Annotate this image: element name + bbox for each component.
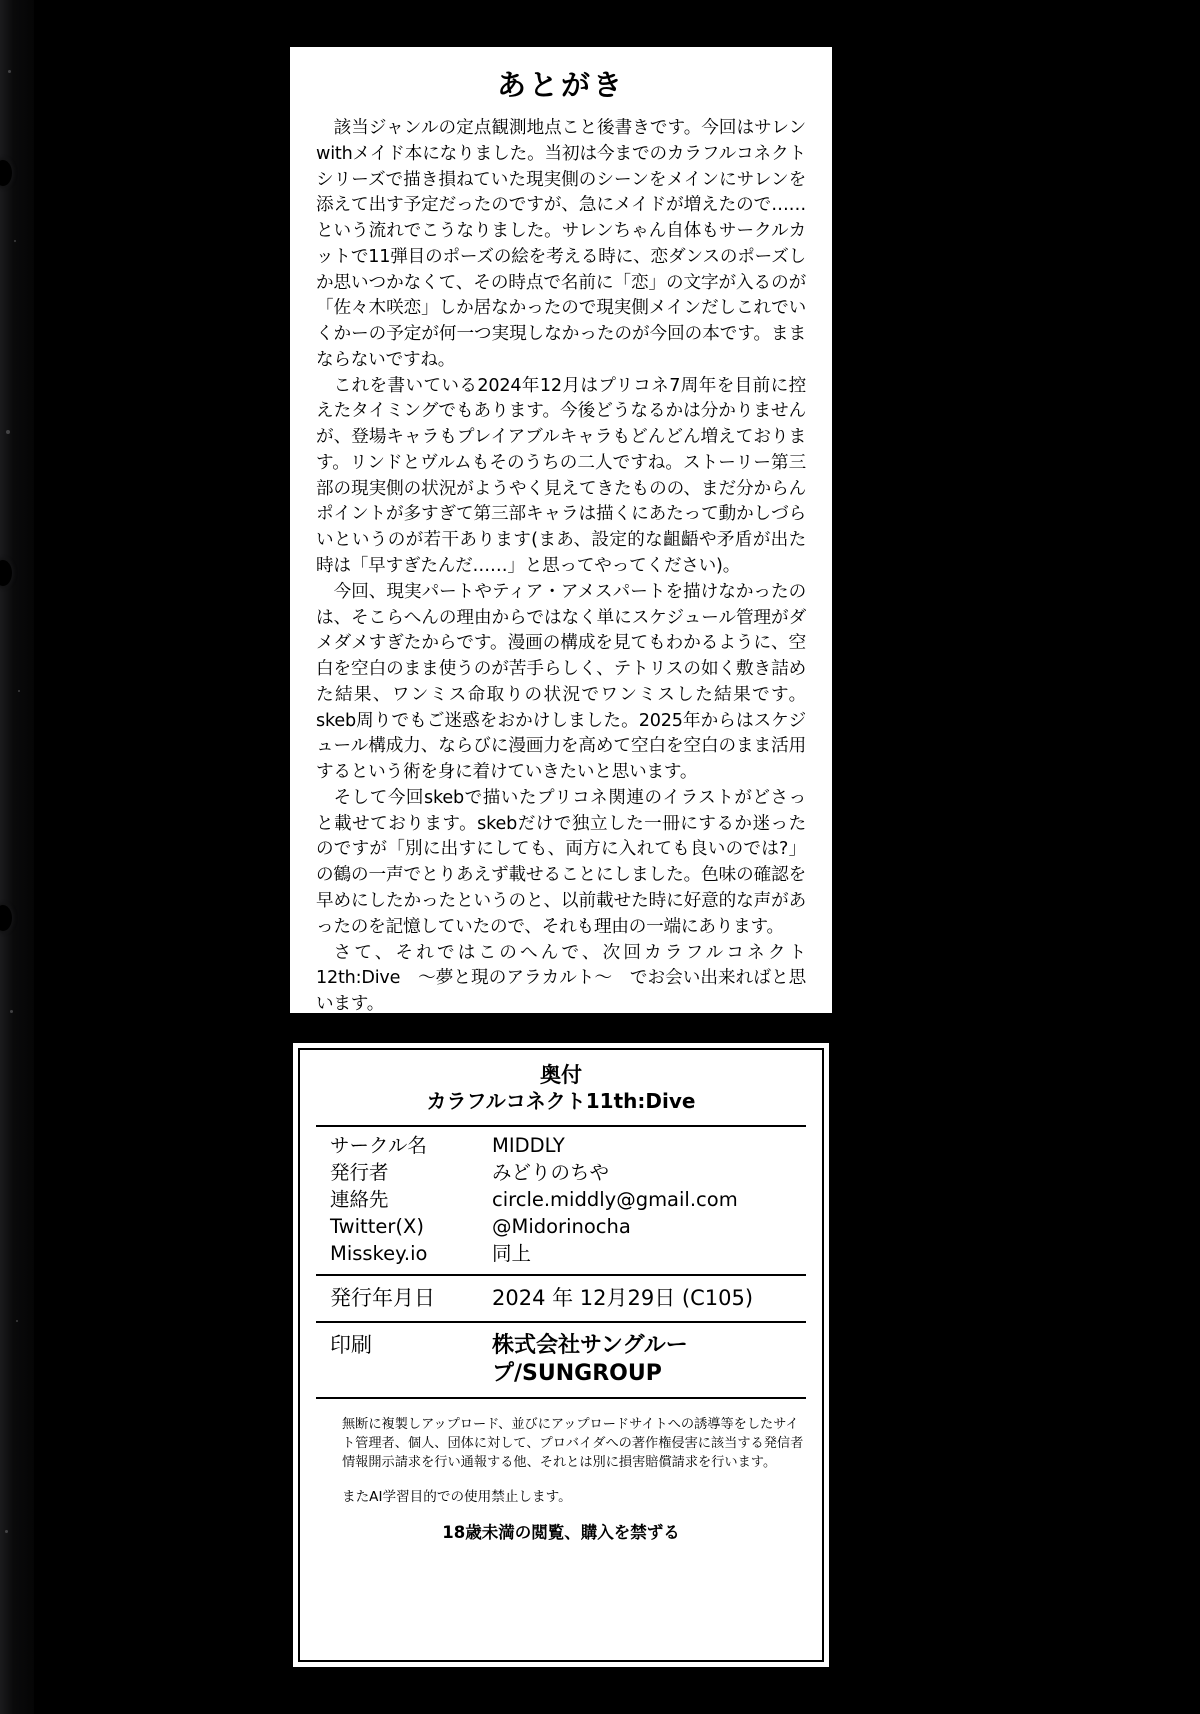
colophon-fields-table: [316, 1133, 806, 1268]
field-label: Misskey.io: [330, 1242, 428, 1266]
afterword-title: あとがき: [496, 68, 625, 102]
divider: [316, 1397, 806, 1399]
table-row: [316, 1160, 806, 1187]
afterword-paragraph: さて、それではこのへんで、次回カラフルコネクト12th:Dive 〜夢と現のアラカルト〜 でお会い出来ればと思います。: [316, 942, 806, 1015]
table-row: [316, 1187, 806, 1214]
field-value-misskey: 同上: [492, 1242, 532, 1266]
afterword-paragraph: 該当ジャンルの定点観測地点こと後書きです。今回はサレンwithメイド本になりました。当初は今までのカラフルコネクトシリーズで描き損ねていた現実側のシーンをメインにサレンを添えて出す予定だったのですが、急にメイドが増えたので……という流れでこうなりました。サレンちゃん自体もサークルカットで11弾目のポーズの絵を考える時に、恋ダンスのポーズしか思いつかなくて、その時点で名前に「恋」の文字が入るのが「佐々木咲恋」しか居なかったので現実側メインだしこれでいくかーの予定が何一つ実現しなかったのが今回の本です。ままならないですね。: [316, 118, 806, 370]
colophon-panel: [290, 1040, 832, 1670]
table-row: [316, 1133, 806, 1160]
ai-usage-notice: またAI学習目的での使用禁止します。: [342, 1488, 572, 1505]
printer-label: 印刷: [330, 1332, 372, 1357]
field-label: サークル名: [330, 1134, 427, 1158]
copyright-notice: 無断に複製しアップロード、並びにアップロードサイトへの誘導等をしたサイト管理者、個人、団体に対して、プロバイダへの著作権侵害に該当する発信者情報開示請求を行い通報する他、それとは別に損害賠償請求を行います。: [342, 1417, 804, 1471]
afterword-paragraph: 次こそ現実編メイン本描くぞ〜!お〜!: [333, 1019, 626, 1040]
colophon-heading: 奥付: [540, 1063, 582, 1087]
field-label: 発行者: [330, 1161, 389, 1185]
field-label: 連絡先: [330, 1188, 389, 1212]
colophon-subheading: カラフルコネクト11th:Dive: [426, 1089, 696, 1114]
table-row: [316, 1329, 806, 1391]
divider: [316, 1321, 806, 1323]
table-row: [316, 1214, 806, 1241]
divider: [316, 1125, 806, 1127]
age-restriction-warning: 18歳未満の閲覧、購入を禁ずる: [442, 1522, 680, 1542]
field-value-twitter: @Midorinocha: [492, 1215, 631, 1239]
afterword-paragraph: 今回、現実パートやティア・アメスパートを描けなかったのは、そこらへんの理由からではなく単にスケジュール管理がダメダメすぎたからです。漫画の構成を見てもわかるように、空白を空白のまま使うのが苦手らしく、テトリスの如く敷き詰めた結果、ワンミス命取りの状況でワンミスした結果です。skeb周りでもご迷惑をおかけしました。2025年からはスケジュール構成力、ならびに漫画力を高めて空白を空白のまま活用するという術を身に着けていきたいと思います。: [316, 581, 806, 783]
date-label: 発行年月日: [330, 1286, 435, 1311]
afterword-paragraph: そして今回skebで描いたプリコネ関連のイラストがどさっと載せております。skebだけで独立した一冊にするか迷ったのですが「別に出すにしても、両方に入れても良いのでは?」の鶴の一声でとりあえず載せることにしました。色味の確認を早めにしたかったというのと、以前載せた時に好意的な声があったのを記憶していたので、それも理由の一端にあります。: [316, 787, 806, 937]
afterword-paragraph: これを書いている2024年12月はプリコネ7周年を目前に控えたタイミングでもあります。今後どうなるかは分かりませんが、登場キャラもプレイアブルキャラもどんどん増えております。リンドとヴルムもそのうちの二人ですね。ストーリー第三部の現実側の状況がようやく見えてきたものの、まだ分からんポイントが多すぎて第三部キャラは描くにあたって動かしづらいというのが若干あります(まあ、設定的な齟齬や矛盾が出た時は「早すぎたんだ……」と思ってやってください)。: [316, 375, 806, 577]
divider: [316, 1274, 806, 1276]
field-value-email: circle.middly@gmail.com: [492, 1188, 738, 1212]
table-row: [316, 1241, 806, 1268]
field-value: みどりのちや: [492, 1161, 610, 1185]
afterword-body: [316, 116, 806, 1044]
colophon-header: [316, 1062, 806, 1119]
table-row: [316, 1282, 806, 1315]
scan-edge-artifact: [0, 0, 34, 1714]
printer-value: 株式会社サングループ/SUNGROUP: [492, 1332, 688, 1387]
colophon-date-table: [316, 1282, 806, 1315]
field-label: Twitter(X): [330, 1215, 424, 1239]
colophon-printer-table: [316, 1329, 806, 1391]
afterword-panel: [290, 47, 832, 1040]
field-value: MIDDLY: [492, 1134, 565, 1158]
date-value: 2024 年 12月29日 (C105): [492, 1286, 754, 1311]
